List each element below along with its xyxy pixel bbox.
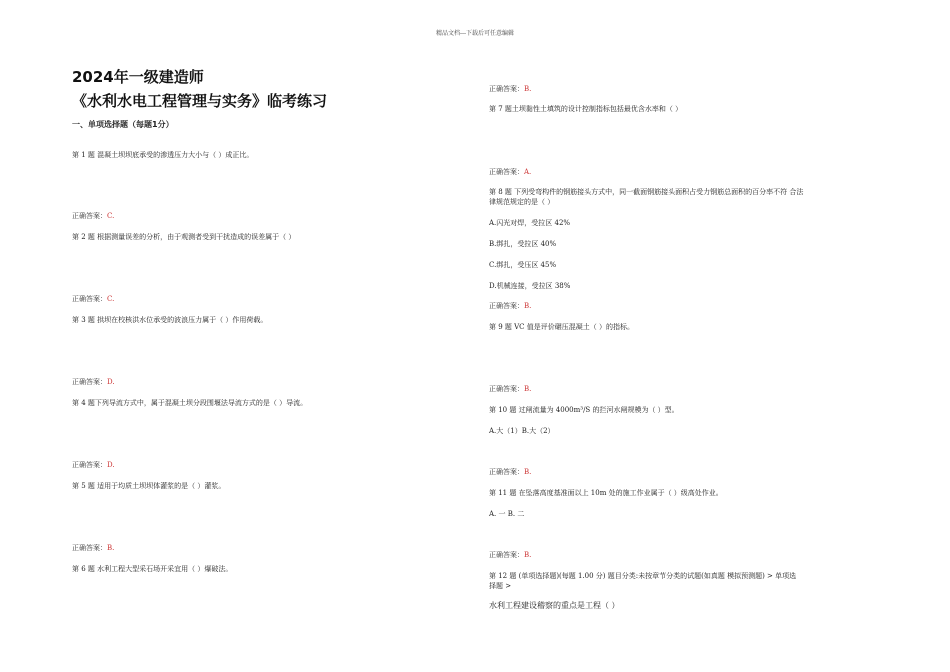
answer-5: 正确答案：B. [72, 544, 115, 552]
question-7: 第 7 题土坝黏性土填筑的设计控制指标包括最优含水率和（ ） [489, 105, 683, 113]
option-8b: B.绑扎，受拉区 40% [489, 240, 557, 248]
question-2: 第 2 题 根据测量误差的分析，由于观测者受到干扰造成的误差属于（ ） [72, 233, 296, 241]
page-header: 精品文档---下载后可任意编辑 [435, 30, 515, 37]
options-10: A.大（1）B.大（2） [489, 427, 555, 435]
question-9: 第 9 题 VC 值是评价碾压混凝土（ ）的指标。 [489, 323, 634, 331]
doc-title-line1: 2024年一级建造师 [72, 68, 204, 86]
question-8-line1: 第 8 题 下列受弯构件的钢筋接头方式中，同一截面钢筋接头面积占受力钢筋总面积的百分率不符 合法 [489, 188, 804, 196]
question-12-line3: 水利工程建设稽察的重点是工程（ ） [489, 601, 620, 610]
doc-title-line2: 《水利水电工程管理与实务》临考练习 [72, 92, 328, 110]
answer-4: 正确答案：D. [72, 461, 115, 469]
answer-8: 正确答案：B. [489, 302, 532, 310]
question-6: 第 6 题 水利工程大型采石场开采宜用（ ）爆破法。 [72, 565, 233, 573]
question-11: 第 11 题 在坠落高度基准面以上 10m 处的施工作业属于（ ）级高处作业。 [489, 489, 723, 497]
option-8a: A.闪光对焊，受拉区 42% [489, 219, 571, 227]
options-11: A. 一 B. 二 [489, 510, 525, 518]
answer-7: 正确答案：A. [489, 168, 532, 176]
option-8d: D.机械连接，受拉区 38% [489, 282, 571, 290]
section-heading: 一、单项选择题（每题1分） [72, 120, 174, 129]
answer-11: 正确答案：B. [489, 551, 532, 559]
question-12-line2: 择题 > [489, 582, 512, 590]
question-10: 第 10 题 过闸流量为 4000m³/S 的拦河水闸规模为（ ）型。 [489, 406, 679, 414]
question-3: 第 3 题 拱坝在校核洪水位承受的波浪压力属于（ ）作用荷载。 [72, 316, 268, 324]
answer-1: 正确答案：C. [72, 212, 115, 220]
question-5: 第 5 题 适用于均质土坝坝体灌浆的是（ ）灌浆。 [72, 482, 226, 490]
question-8-line2: 律规范规定的是（ ） [489, 198, 555, 206]
question-4: 第 4 题下列导流方式中，属于混凝土坝分段围堰法导流方式的是（ ）导流。 [72, 399, 308, 407]
answer-3: 正确答案：D. [72, 378, 115, 386]
answer-10: 正确答案：B. [489, 468, 532, 476]
question-1: 第 1 题 混凝土坝坝底承受的渗透压力大小与（ ）成正比。 [72, 151, 254, 159]
answer-2: 正确答案：C. [72, 295, 115, 303]
option-8c: C.绑扎，受压区 45% [489, 261, 557, 269]
answer-6: 正确答案：B. [489, 85, 532, 93]
question-12-line1: 第 12 题 (单项选择题)(每题 1.00 分) 题目分类:未按章节分类的试题(如真题 模拟预测题) > 单项选 [489, 572, 797, 580]
answer-9: 正确答案：B. [489, 385, 532, 393]
